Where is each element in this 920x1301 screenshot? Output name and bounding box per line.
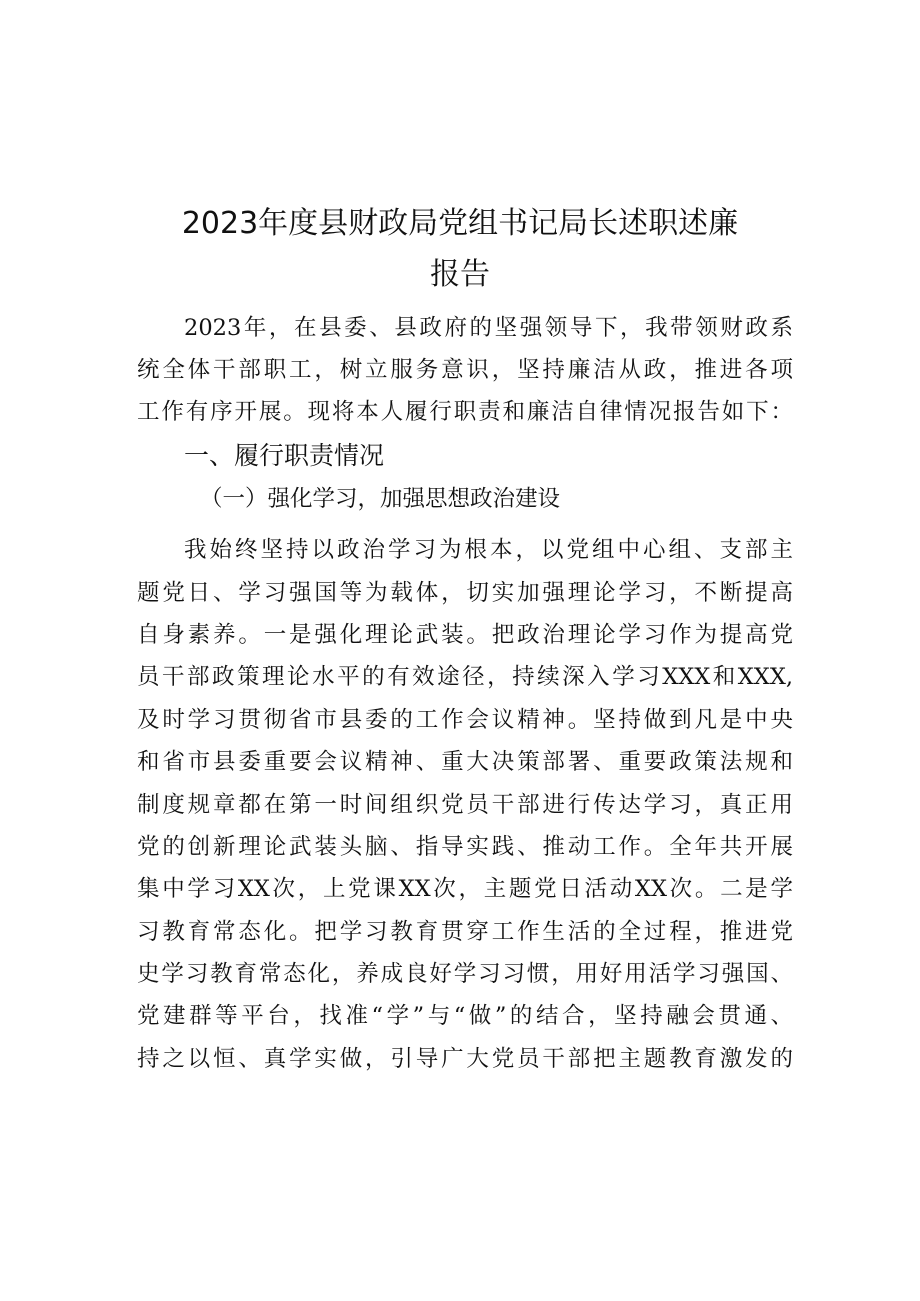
body-paragraph-line: 集中学习XX次，上党课XX次，主题党日活动XX次。二是学 — [137, 876, 793, 902]
body-paragraph-line: 和省市县委重要会议精神、重大决策部署、重要政策法规和 — [137, 749, 793, 775]
intro-paragraph-line: 统全体干部职工，树立服务意识，坚持廉洁从政，推进各项 — [137, 357, 793, 383]
body-paragraph-line: 及时学习贯彻省市县委的工作会议精神。坚持做到凡是中央 — [137, 707, 793, 733]
subsection-heading: （一）强化学习，加强思想政治建设 — [200, 486, 561, 512]
body-paragraph-line: 史学习教育常态化，养成良好学习习惯，用好用活学习强国、 — [137, 961, 793, 987]
section-heading: 一、履行职责情况 — [184, 441, 385, 470]
body-paragraph-line: 员干部政策理论水平的有效途径，持续深入学习XXX和XXX, — [137, 664, 793, 690]
body-paragraph-line: 党的创新理论武装头脑、指导实践、推动工作。全年共开展 — [137, 834, 793, 860]
body-paragraph-line: 习教育常态化。把学习教育贯穿工作生活的全过程，推进党 — [137, 919, 793, 945]
intro-paragraph-line: 工作有序开展。现将本人履行职责和廉洁自律情况报告如下： — [137, 399, 793, 425]
body-paragraph-line: 我始终坚持以政治学习为根本，以党组中心组、支部主 — [184, 537, 793, 563]
body-paragraph-line: 持之以恒、真学实做，引导广大党员干部把主题教育激发的 — [137, 1046, 793, 1072]
body-paragraph-line: 党建群等平台，找准“学”与“做”的结合，坚持融会贯通、 — [137, 1003, 793, 1029]
document-title-line-1: 2023年度县财政局党组书记局长述职述廉 — [181, 206, 739, 241]
body-paragraph-line: 制度规章都在第一时间组织党员干部进行传达学习，真正用 — [137, 792, 793, 818]
body-paragraph-line: 题党日、学习强国等为载体，切实加强理论学习，不断提高 — [137, 580, 793, 606]
document-title-line-2: 报告 — [430, 257, 490, 292]
body-paragraph-line: 自身素养。一是强化理论武装。把政治理论学习作为提高党 — [137, 622, 793, 648]
intro-paragraph-line: 2023年，在县委、县政府的坚强领导下，我带领财政系 — [184, 315, 793, 341]
